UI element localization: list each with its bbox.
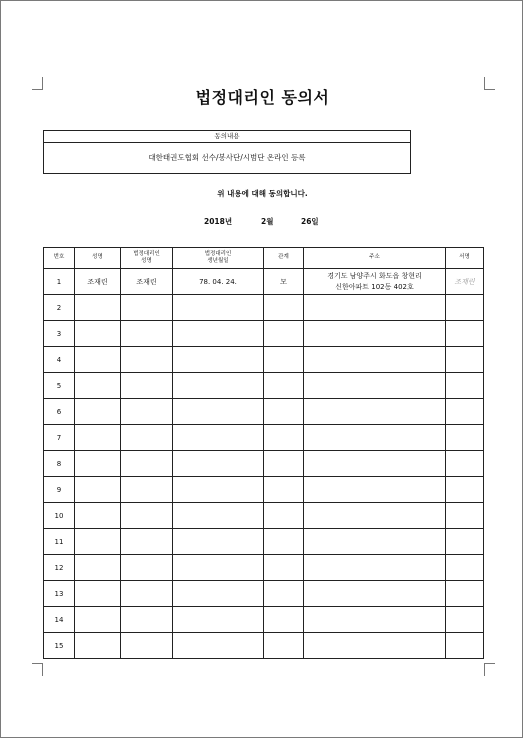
cell-relation bbox=[264, 399, 304, 425]
cell-signature bbox=[446, 555, 484, 581]
table-row bbox=[44, 269, 484, 295]
cell-address: 경기도 남양주시 화도읍 창현리 신한아파트 102동 402호 bbox=[304, 269, 446, 295]
cell-signature: 조재린 bbox=[446, 269, 484, 295]
table-row bbox=[44, 529, 484, 555]
cell-address bbox=[304, 477, 446, 503]
cell-name bbox=[75, 607, 121, 633]
cell-guardian-birthdate bbox=[173, 451, 264, 477]
cell-address bbox=[304, 347, 446, 373]
cell-address bbox=[304, 399, 446, 425]
cell-address bbox=[304, 451, 446, 477]
cell-guardian-name bbox=[121, 555, 173, 581]
cell-relation bbox=[264, 425, 304, 451]
cell-relation: 모 bbox=[264, 269, 304, 295]
cell-guardian-name bbox=[121, 633, 173, 659]
cell-signature bbox=[446, 321, 484, 347]
cell-signature bbox=[446, 581, 484, 607]
cell-guardian-birthdate: 78. 04. 24. bbox=[173, 269, 264, 295]
consent-header: 동의내용 bbox=[44, 131, 410, 143]
cell-address bbox=[304, 633, 446, 659]
cell-guardian-birthdate bbox=[173, 633, 264, 659]
cell-guardian-name bbox=[121, 529, 173, 555]
cell-number: 1 bbox=[44, 269, 75, 295]
cell-signature bbox=[446, 607, 484, 633]
cell-guardian-birthdate bbox=[173, 373, 264, 399]
cell-guardian-birthdate bbox=[173, 425, 264, 451]
cell-guardian-name bbox=[121, 477, 173, 503]
consent-content: 대한태권도협회 선수/봉사단/시범단 온라인 등록 bbox=[148, 153, 306, 162]
table-row bbox=[44, 607, 484, 633]
cell-address bbox=[304, 295, 446, 321]
table-header-col-relation: 관계 bbox=[264, 248, 304, 269]
cell-guardian-birthdate bbox=[173, 503, 264, 529]
table-header-col-number: 번호 bbox=[44, 248, 75, 269]
cell-number: 4 bbox=[44, 347, 75, 373]
cell-number: 12 bbox=[44, 555, 75, 581]
cell-name bbox=[75, 581, 121, 607]
cell-address bbox=[304, 607, 446, 633]
cell-guardian-name bbox=[121, 399, 173, 425]
cell-guardian-name bbox=[121, 503, 173, 529]
cell-name bbox=[75, 295, 121, 321]
cell-signature bbox=[446, 503, 484, 529]
cell-number: 15 bbox=[44, 633, 75, 659]
table-row bbox=[44, 451, 484, 477]
cell-address bbox=[304, 503, 446, 529]
cell-signature bbox=[446, 451, 484, 477]
cell-number: 3 bbox=[44, 321, 75, 347]
cell-guardian-birthdate bbox=[173, 477, 264, 503]
cell-relation bbox=[264, 321, 304, 347]
cell-name bbox=[75, 555, 121, 581]
cell-guardian-name bbox=[121, 295, 173, 321]
cell-guardian-name bbox=[121, 451, 173, 477]
cell-guardian-name: 조재린 bbox=[121, 269, 173, 295]
table-header-row bbox=[44, 248, 484, 269]
cell-address bbox=[304, 373, 446, 399]
cell-guardian-birthdate bbox=[173, 607, 264, 633]
cell-relation bbox=[264, 607, 304, 633]
cell-number: 5 bbox=[44, 373, 75, 399]
cell-address bbox=[304, 555, 446, 581]
cell-relation bbox=[264, 581, 304, 607]
cell-relation bbox=[264, 555, 304, 581]
table-row bbox=[44, 321, 484, 347]
cell-number: 2 bbox=[44, 295, 75, 321]
page-corner-mark bbox=[32, 663, 43, 676]
table-header-col-signature: 서명 bbox=[446, 248, 484, 269]
cell-signature bbox=[446, 477, 484, 503]
cell-guardian-birthdate bbox=[173, 581, 264, 607]
table-row bbox=[44, 347, 484, 373]
cell-guardian-name bbox=[121, 581, 173, 607]
cell-guardian-birthdate bbox=[173, 321, 264, 347]
cell-relation bbox=[264, 451, 304, 477]
date-year: 2018년 bbox=[204, 217, 233, 226]
cell-guardian-name bbox=[121, 373, 173, 399]
cell-number: 13 bbox=[44, 581, 75, 607]
cell-number: 8 bbox=[44, 451, 75, 477]
cell-relation bbox=[264, 477, 304, 503]
cell-guardian-birthdate bbox=[173, 399, 264, 425]
table-row bbox=[44, 373, 484, 399]
cell-relation bbox=[264, 633, 304, 659]
cell-name: 조재린 bbox=[75, 269, 121, 295]
cell-number: 10 bbox=[44, 503, 75, 529]
cell-guardian-name bbox=[121, 321, 173, 347]
cell-number: 11 bbox=[44, 529, 75, 555]
cell-guardian-name bbox=[121, 607, 173, 633]
cell-name bbox=[75, 321, 121, 347]
table-row bbox=[44, 555, 484, 581]
cell-name bbox=[75, 399, 121, 425]
cell-address bbox=[304, 425, 446, 451]
table-header-col-name: 성명 bbox=[75, 248, 121, 269]
cell-guardian-name bbox=[121, 347, 173, 373]
table-row bbox=[44, 503, 484, 529]
cell-name bbox=[75, 477, 121, 503]
table-row bbox=[44, 295, 484, 321]
cell-name bbox=[75, 425, 121, 451]
cell-relation bbox=[264, 347, 304, 373]
table-row bbox=[44, 399, 484, 425]
cell-name bbox=[75, 451, 121, 477]
page-corner-mark bbox=[484, 663, 495, 676]
date-day: 26일 bbox=[301, 217, 319, 226]
cell-signature bbox=[446, 425, 484, 451]
cell-signature bbox=[446, 529, 484, 555]
cell-relation bbox=[264, 373, 304, 399]
cell-relation bbox=[264, 529, 304, 555]
cell-signature bbox=[446, 399, 484, 425]
table-row bbox=[44, 425, 484, 451]
cell-signature bbox=[446, 373, 484, 399]
date-month: 2월 bbox=[261, 217, 274, 226]
cell-name bbox=[75, 373, 121, 399]
table-header-col-guardian-name: 법정대리인 성명 bbox=[121, 248, 173, 269]
cell-signature bbox=[446, 295, 484, 321]
cell-relation bbox=[264, 503, 304, 529]
cell-name bbox=[75, 503, 121, 529]
cell-guardian-birthdate bbox=[173, 555, 264, 581]
cell-signature bbox=[446, 347, 484, 373]
cell-address bbox=[304, 321, 446, 347]
cell-name bbox=[75, 633, 121, 659]
cell-guardian-birthdate bbox=[173, 295, 264, 321]
table-row bbox=[44, 581, 484, 607]
consent-statement: 위 내용에 대해 동의합니다. bbox=[217, 189, 308, 198]
cell-signature bbox=[446, 633, 484, 659]
cell-number: 14 bbox=[44, 607, 75, 633]
page-title: 법정대리인 동의서 bbox=[195, 88, 330, 107]
guardian-table bbox=[43, 247, 484, 659]
cell-name bbox=[75, 347, 121, 373]
consent-box bbox=[43, 130, 411, 174]
table-header-col-guardian-birthdate: 법정대리인 생년월일 bbox=[173, 248, 264, 269]
cell-number: 6 bbox=[44, 399, 75, 425]
table-row bbox=[44, 477, 484, 503]
cell-number: 7 bbox=[44, 425, 75, 451]
table-row bbox=[44, 633, 484, 659]
cell-address bbox=[304, 529, 446, 555]
cell-address bbox=[304, 581, 446, 607]
table-header-col-address: 주소 bbox=[304, 248, 446, 269]
cell-relation bbox=[264, 295, 304, 321]
cell-number: 9 bbox=[44, 477, 75, 503]
cell-name bbox=[75, 529, 121, 555]
cell-guardian-birthdate bbox=[173, 529, 264, 555]
cell-guardian-name bbox=[121, 425, 173, 451]
cell-guardian-birthdate bbox=[173, 347, 264, 373]
